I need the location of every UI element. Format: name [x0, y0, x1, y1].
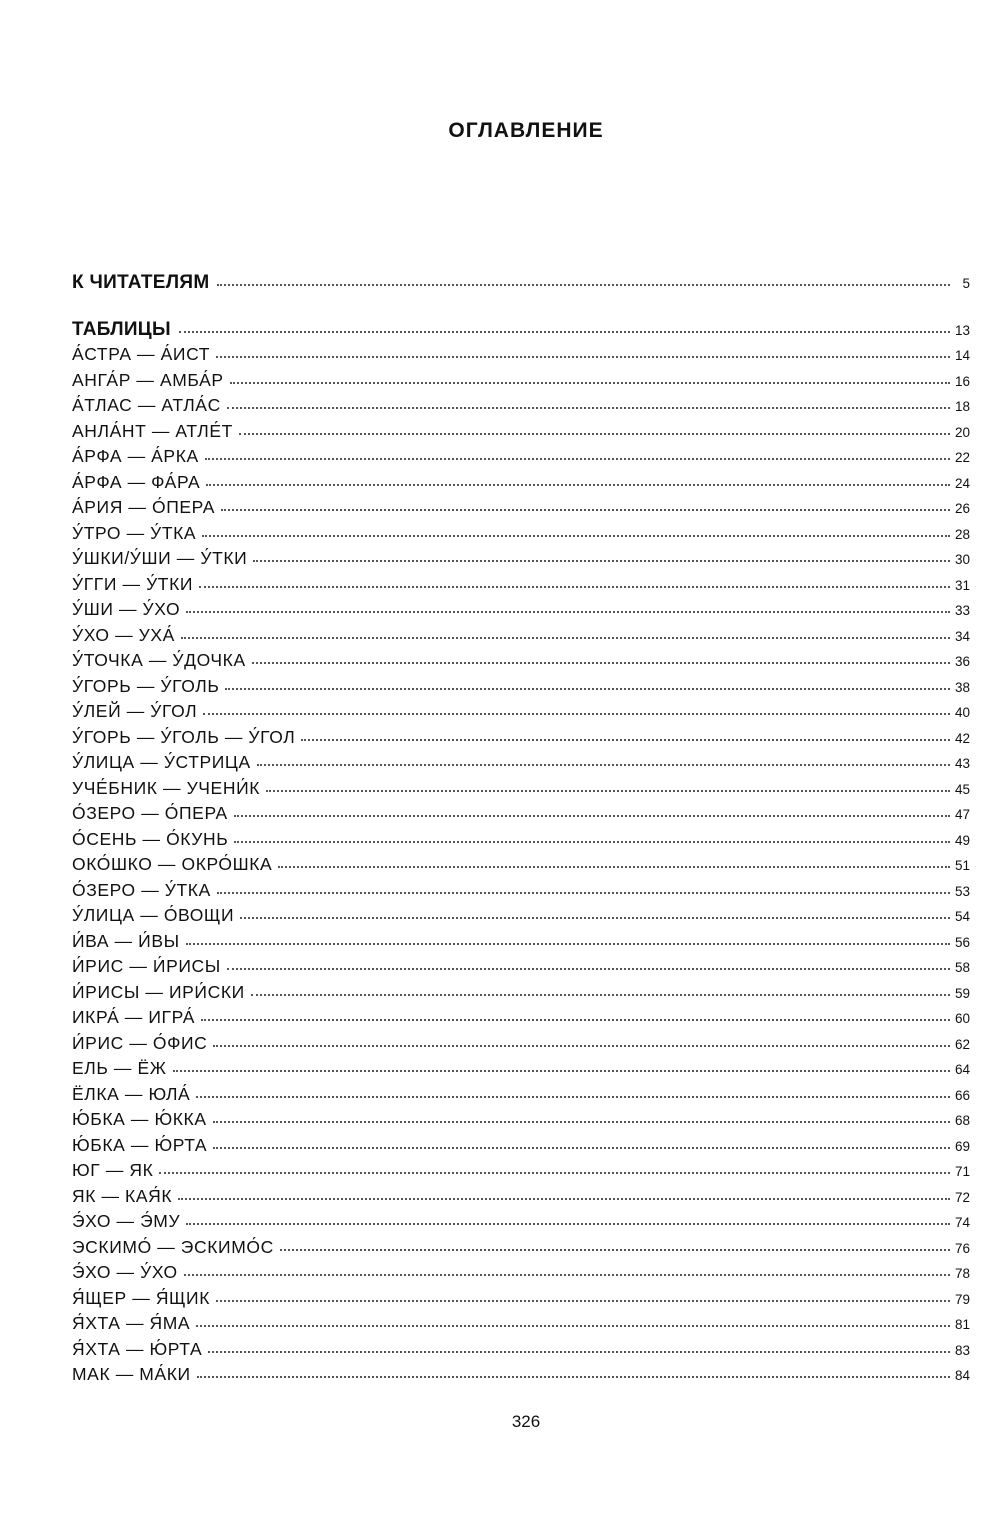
toc-entry-row	[72, 1262, 970, 1288]
dot-leader	[240, 916, 950, 919]
toc-entry-page-number: 51	[954, 858, 970, 873]
toc-entry-row	[72, 701, 970, 727]
toc-entry-row	[72, 752, 970, 778]
toc-entry-label: У́ХО — УХА́	[72, 624, 175, 645]
toc-entry-page-number: 30	[954, 552, 970, 567]
toc-entry-page-number: 71	[954, 1164, 970, 1179]
toc-entry-page-number: 5	[962, 276, 970, 291]
toc-entry-row	[72, 523, 970, 549]
dot-leader	[301, 738, 950, 741]
dot-leader	[213, 1146, 950, 1149]
toc-entry-row	[72, 370, 970, 396]
toc-entry-label: У́ТОЧКА — У́ДОЧКА	[72, 650, 246, 670]
page-number: 326	[511, 1412, 541, 1431]
dot-leader	[179, 330, 950, 333]
toc-entry-row	[72, 1084, 970, 1110]
toc-entry-row	[72, 854, 970, 880]
toc-entry-row	[72, 1109, 970, 1135]
toc-entry-label: И́ВА — И́ВЫ	[72, 930, 180, 951]
toc-entry-label: О́СЕНЬ — О́КУНЬ	[72, 828, 229, 849]
toc-entry-label: Э́ХО — Э́МУ	[72, 1211, 181, 1231]
toc-entry-page-number: 58	[954, 960, 970, 975]
dot-leader	[199, 585, 950, 588]
toc-entry-label: У́ШКИ/У́ШИ — У́ТКИ	[72, 548, 248, 568]
toc-entry-page-number: 84	[954, 1368, 970, 1383]
toc-entry-label: А́ТЛАС — АТЛА́С	[72, 395, 221, 415]
toc-entry-page-number: 64	[954, 1062, 970, 1077]
toc-entry-row	[72, 905, 970, 931]
dot-leader	[201, 1018, 950, 1021]
toc-entry-label: А́РФА — А́РКА	[72, 446, 199, 466]
toc-entry-row	[72, 421, 970, 447]
toc-entry-page-number: 13	[954, 322, 970, 338]
dot-leader	[278, 865, 950, 868]
dot-leader	[221, 508, 950, 511]
toc-entry-label: ЕЛЬ — ЁЖ	[72, 1058, 167, 1078]
dot-leader	[197, 1375, 950, 1378]
toc-entry-page-number: 16	[954, 373, 970, 389]
toc-entry-row	[72, 650, 970, 676]
toc-entry-label: ЮГ — ЯК	[72, 1160, 154, 1180]
toc-entry-row	[72, 676, 970, 702]
dot-leader	[253, 559, 950, 562]
dot-leader	[186, 610, 950, 613]
toc-entry-row	[72, 829, 970, 855]
toc-entry-label: У́ШИ — У́ХО	[72, 599, 181, 619]
dot-leader	[181, 636, 950, 639]
toc-entry-label: У́ГГИ — У́ТКИ	[72, 573, 194, 594]
toc-entry-label: А́СТРА — А́ИСТ	[72, 344, 211, 364]
toc-entry-page-number: 40	[954, 705, 970, 720]
toc-entry-page-number: 53	[954, 883, 970, 899]
toc-entry-row	[72, 1033, 970, 1059]
dot-leader	[266, 789, 950, 792]
toc-entry-row	[72, 344, 970, 370]
toc-entry-label: У́ГОРЬ — У́ГОЛЬ	[72, 675, 220, 696]
dot-leader	[239, 432, 950, 435]
toc-entry-page-number: 81	[954, 1317, 970, 1332]
toc-entry-label: К ЧИТАТЕЛЯМ	[72, 272, 210, 293]
toc-entry-page-number: 78	[954, 1266, 970, 1281]
toc-entry-page-number: 49	[954, 832, 970, 848]
toc-entry-page-number: 14	[954, 348, 970, 363]
dot-leader	[186, 1222, 950, 1225]
toc-entry-row	[72, 803, 970, 829]
toc-entry-label: АНЛА́НТ — АТЛЕ́Т	[72, 420, 233, 441]
toc-entry-row	[72, 1288, 970, 1314]
dot-leader	[213, 1120, 950, 1123]
toc-entry-label: И́РИС — О́ФИС	[72, 1032, 208, 1053]
toc-entry-page-number: 79	[954, 1291, 970, 1307]
toc-entry-page-number: 22	[954, 450, 970, 465]
toc-entry-label: Я́ЩЕР — Я́ЩИК	[72, 1287, 211, 1308]
toc-entry-page-number: 28	[954, 526, 970, 542]
dot-leader	[196, 1324, 950, 1327]
toc-entry-row	[72, 625, 970, 651]
toc-entry-label: Я́ХТА — Я́МА	[72, 1313, 191, 1333]
toc-entry-label: У́ЛЕЙ — У́ГОЛ	[72, 701, 198, 721]
toc-entry-page-number: 42	[954, 730, 970, 746]
toc-entry-row	[72, 497, 970, 523]
toc-entry-row	[72, 982, 970, 1008]
toc-entry-row	[72, 1058, 970, 1084]
dot-leader	[252, 661, 950, 664]
toc-entry-page-number: 20	[954, 424, 970, 440]
dot-leader	[234, 814, 950, 817]
dot-leader	[230, 381, 950, 384]
toc-entry-label: О́ЗЕРО — У́ТКА	[72, 879, 211, 900]
toc-entry-row	[72, 395, 970, 421]
dot-leader	[184, 1273, 950, 1276]
toc-entry-label: У́ГОРЬ — У́ГОЛЬ — У́ГОЛ	[72, 726, 296, 747]
toc-entry-row	[72, 1364, 970, 1390]
toc-entry-row	[72, 956, 970, 982]
toc-entry-page-number: 47	[954, 807, 970, 822]
toc-entry-page-number: 74	[954, 1215, 970, 1230]
toc-entry-label: У́ЛИЦА — У́СТРИЦА	[72, 752, 251, 772]
toc-entry-row	[72, 1160, 970, 1186]
toc-entry-page-number: 60	[954, 1011, 970, 1026]
toc-entry-row	[72, 1007, 970, 1033]
toc-entry-row	[72, 727, 970, 753]
dot-leader	[257, 763, 950, 766]
toc-entry-label: О́ЗЕРО — О́ПЕРА	[72, 803, 228, 823]
dot-leader	[225, 687, 950, 690]
toc-entry-label: ЁЛКА — ЮЛА́	[72, 1083, 191, 1104]
toc-entry-row	[72, 1186, 970, 1212]
dot-leader	[227, 406, 950, 409]
toc-entry-label: У́ТРО — У́ТКА	[72, 522, 197, 543]
toc-entry-label: ОКО́ШКО — ОКРО́ШКА	[72, 854, 273, 874]
toc-entry-label: ЯК — КАЯ́К	[72, 1185, 173, 1206]
dot-leader	[202, 534, 950, 537]
toc-entry-label: И́РИС — И́РИСЫ	[72, 956, 221, 976]
toc-entry-label: ИКРА́ — ИГРА́	[72, 1007, 195, 1027]
toc-entry-label: Ю́БКА — Ю́ККА	[72, 1109, 207, 1129]
dot-leader	[217, 891, 950, 894]
dot-leader	[251, 993, 950, 996]
dot-leader	[227, 967, 950, 970]
toc-entry-page-number: 68	[954, 1113, 970, 1128]
dot-leader	[217, 283, 950, 286]
dot-leader	[280, 1248, 950, 1251]
toc-entry-label: ТАБЛИЦЫ	[72, 318, 171, 340]
dot-leader	[234, 840, 950, 843]
dot-leader	[203, 712, 950, 715]
toc-entry-page-number: 18	[954, 399, 970, 414]
dot-leader	[159, 1171, 950, 1174]
toc-section-row	[72, 319, 970, 345]
toc-entry-row	[72, 446, 970, 472]
toc-entry-row	[72, 778, 970, 804]
toc-entry-row	[72, 1313, 970, 1339]
toc-entry-row	[72, 880, 970, 906]
toc-entry-page-number: 72	[954, 1189, 970, 1205]
toc-entry-page-number: 62	[954, 1036, 970, 1052]
toc-entry-row	[72, 1339, 970, 1365]
dot-leader	[206, 483, 950, 486]
toc-entry-row	[72, 1211, 970, 1237]
toc-entry-row	[72, 1237, 970, 1263]
toc-entry-label: А́РИЯ — О́ПЕРА	[72, 497, 216, 517]
toc-entry-label: Я́ХТА — Ю́РТА	[72, 1338, 203, 1359]
toc-entry-row	[72, 599, 970, 625]
toc-entry-page-number: 34	[954, 628, 970, 644]
toc-entry-page-number: 76	[954, 1240, 970, 1256]
toc-entry-page-number: 45	[954, 781, 970, 797]
dot-leader	[216, 355, 950, 358]
toc-entry-row	[72, 574, 970, 600]
toc-entry-label: А́РФА — ФА́РА	[72, 471, 201, 492]
toc-entry-page-number: 59	[954, 985, 970, 1001]
toc-entry-page-number: 38	[954, 679, 970, 695]
toc-entry-label: Ю́БКА — Ю́РТА	[72, 1134, 208, 1155]
toc-entry-page-number: 26	[954, 501, 970, 516]
toc-entry-row	[72, 931, 970, 957]
toc-entry-page-number: 24	[954, 475, 970, 491]
toc-entry-label: ЭСКИМО́ — ЭСКИМО́С	[72, 1236, 274, 1257]
toc-entry-page-number: 66	[954, 1087, 970, 1103]
dot-leader	[205, 457, 950, 460]
toc-entry-page-number: 69	[954, 1138, 970, 1154]
toc-entry-page-number: 33	[954, 603, 970, 618]
toc-entry-row	[72, 1135, 970, 1161]
dot-leader	[208, 1350, 950, 1353]
toc-section-row	[72, 272, 970, 298]
dot-leader	[178, 1197, 950, 1200]
toc-entry-label: УЧЕ́БНИК — УЧЕНИ́К	[72, 777, 261, 798]
toc-entry-label: МАК — МА́КИ	[72, 1364, 191, 1384]
toc-entry-page-number: 31	[954, 577, 970, 593]
page-title: ОГЛАВЛЕНИЕ	[448, 119, 604, 142]
dot-leader	[196, 1095, 950, 1098]
toc-entry-page-number: 54	[954, 909, 970, 924]
dot-leader	[173, 1069, 950, 1072]
table-of-contents	[72, 272, 970, 1390]
toc-entry-label: И́РИСЫ — ИРИ́СКИ	[72, 981, 245, 1002]
toc-entry-label: Э́ХО — У́ХО	[72, 1262, 178, 1282]
dot-leader	[213, 1044, 950, 1047]
toc-entry-row	[72, 472, 970, 498]
toc-entry-label: АНГА́Р — АМБА́Р	[72, 369, 224, 390]
toc-entry-page-number: 36	[954, 654, 970, 669]
toc-entry-row	[72, 548, 970, 574]
toc-entry-page-number: 43	[954, 756, 970, 771]
dot-leader	[186, 942, 950, 945]
toc-entry-label: У́ЛИЦА — О́ВОЩИ	[72, 905, 235, 925]
toc-entry-page-number: 83	[954, 1342, 970, 1358]
toc-entry-page-number: 56	[954, 934, 970, 950]
dot-leader	[216, 1299, 950, 1302]
